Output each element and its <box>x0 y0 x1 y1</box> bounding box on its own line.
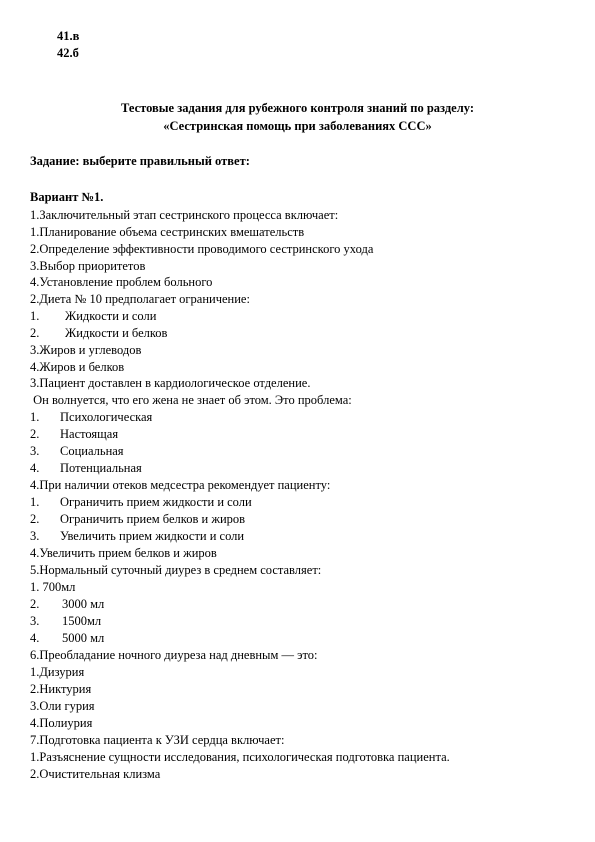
q3-option-4: Потенциальная <box>60 461 142 475</box>
doc-title-line1: Тестовые задания для рубежного контроля знаний по разделу: <box>121 101 474 115</box>
q4-option-3-num: 3. <box>30 529 40 543</box>
q3-option-1-num: 1. <box>30 410 40 424</box>
q5-option-2-num: 2. <box>30 597 40 611</box>
q2-option-2: Жидкости и белков <box>65 326 168 340</box>
q3-option-2-num: 2. <box>30 427 40 441</box>
q1-option-2: 2.Определение эффективности проводимого сестринского ухода <box>30 242 374 256</box>
q4-option-1-num: 1. <box>30 495 40 509</box>
question-2: 2.Диета № 10 предполагает ограничение: <box>30 292 250 306</box>
q1-option-1: 1.Планирование объема сестринских вмешательств <box>30 225 305 239</box>
prev-answer-42: 42.б <box>57 46 79 60</box>
q5-option-4: 5000 мл <box>62 631 105 645</box>
q2-option-2-num: 2. <box>30 326 40 340</box>
question-6: 6.Преобладание ночного диуреза над дневным — это: <box>30 648 318 662</box>
question-3: 3.Пациент доставлен в кардиологическое отделение. <box>30 376 311 390</box>
q7-option-2: 2.Очистительная клизма <box>30 767 161 781</box>
q3-option-3: Социальная <box>60 444 124 458</box>
prev-answer-41: 41.в <box>57 29 80 43</box>
question-7: 7.Подготовка пациента к УЗИ сердца включает: <box>30 733 285 747</box>
task-instruction: Задание: выберите правильный ответ: <box>30 154 250 168</box>
question-3-cont: Он волнуется, что его жена не знает об этом. Это проблема: <box>30 393 352 407</box>
q5-option-2: 3000 мл <box>62 597 105 611</box>
question-5: 5.Нормальный суточный диурез в среднем составляет: <box>30 563 322 577</box>
q6-option-3: 3.Оли гурия <box>30 699 95 713</box>
q6-option-1: 1.Дизурия <box>30 665 85 679</box>
q5-option-3: 1500мл <box>62 614 102 628</box>
q1-option-4: 4.Установление проблем больного <box>30 275 213 289</box>
q6-option-2: 2.Никтурия <box>30 682 92 696</box>
q5-option-3-num: 3. <box>30 614 40 628</box>
q1-option-3: 3.Выбор приоритетов <box>30 259 146 273</box>
q3-option-2: Настоящая <box>60 427 119 441</box>
q6-option-4: 4.Полиурия <box>30 716 93 730</box>
q2-option-1: Жидкости и соли <box>65 309 157 323</box>
q2-option-4: 4.Жиров и белков <box>30 360 125 374</box>
question-1: 1.Заключительный этап сестринского процесса включает: <box>30 208 339 222</box>
q2-option-3: 3.Жиров и углеводов <box>30 343 142 357</box>
q4-option-2-num: 2. <box>30 512 40 526</box>
q3-option-3-num: 3. <box>30 444 40 458</box>
q5-option-4-num: 4. <box>30 631 40 645</box>
q7-option-1: 1.Разъяснение сущности исследования, психологическая подготовка пациента. <box>30 750 450 764</box>
q4-option-3: Увеличить прием жидкости и соли <box>60 529 245 543</box>
q3-option-4-num: 4. <box>30 461 40 475</box>
variant-heading: Вариант №1. <box>30 190 104 204</box>
q4-option-4: 4.Увеличить прием белков и жиров <box>30 546 217 560</box>
q2-option-1-num: 1. <box>30 309 40 323</box>
question-4: 4.При наличии отеков медсестра рекомендует пациенту: <box>30 478 331 492</box>
doc-title-line2: «Сестринская помощь при заболеваниях ССС» <box>163 119 432 133</box>
q3-option-1: Психологическая <box>60 410 153 424</box>
q5-option-1: 1. 700мл <box>30 580 76 594</box>
q4-option-2: Ограничить прием белков и жиров <box>60 512 246 526</box>
q4-option-1: Ограничить прием жидкости и соли <box>60 495 252 509</box>
